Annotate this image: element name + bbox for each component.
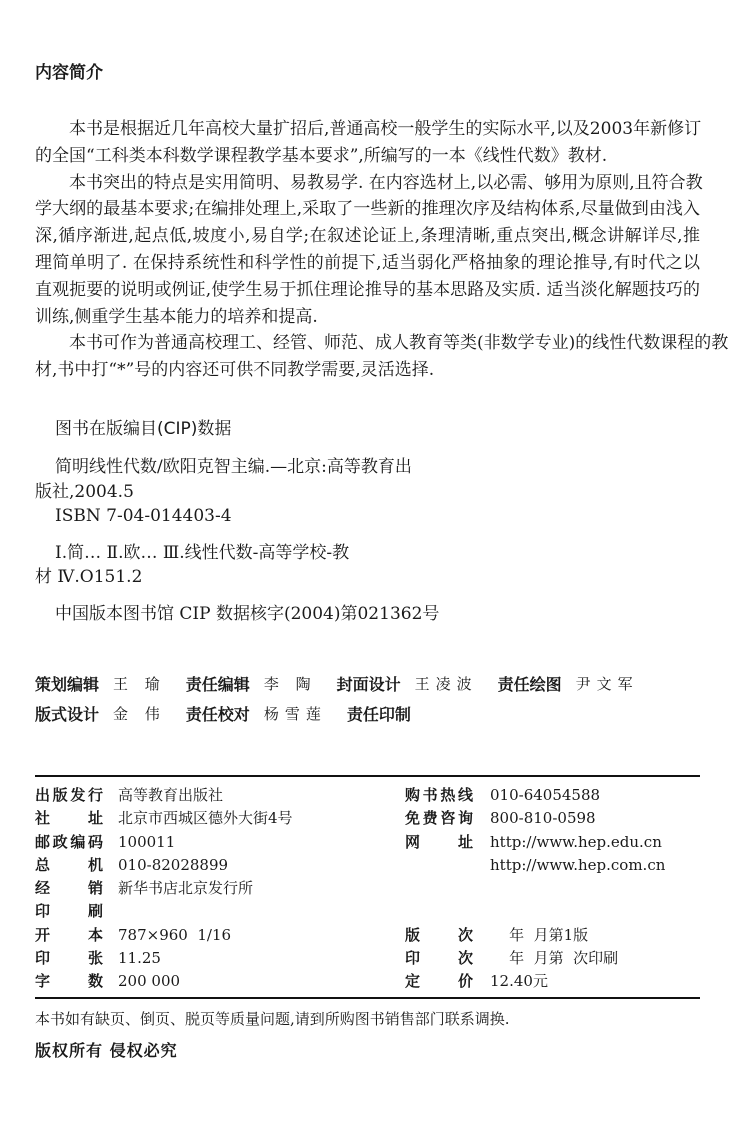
info-label: 免费咨询 (405, 809, 473, 828)
credit-name: 金 伟 (113, 704, 166, 723)
intro-title: 内容简介 (35, 63, 103, 83)
info-value: 高等教育出版社 (118, 786, 224, 804)
intro-line: 本书是根据近几年高校大量扩招后,普通高校一般学生的实际水平,以及2003年新修订 (69, 119, 702, 139)
intro-body (35, 116, 729, 384)
info-row (35, 807, 700, 830)
credit-role: 责任校对 (185, 704, 250, 724)
copyright-notice: 版权所有 侵权必究 (35, 1041, 178, 1060)
credit-name: 杨雪莲 (263, 704, 327, 723)
info-label: 版次 (405, 925, 473, 944)
intro-line: 本书可作为普通高校理工、经管、师范、成人教育等类(非数学专业)的线性代数课程的教 (69, 333, 729, 354)
info-value: 12.40元 (490, 972, 548, 991)
info-label: 印次 (405, 949, 473, 968)
info-value: 010-82028899 (118, 855, 229, 874)
credits (35, 668, 659, 728)
credit-role: 责任印制 (346, 704, 411, 724)
info-value: 787×960 1/16 (118, 925, 232, 944)
intro-line: 学大纲的最基本要求;在编排处理上,采取了一些新的推理次序及结构体系,尽量做到由浅入 (35, 199, 700, 220)
info-value: 年 月第 次印刷 (490, 949, 619, 968)
info-value: 010-64054588 (490, 786, 601, 804)
info-label: 印张 (35, 949, 103, 968)
info-row (35, 900, 700, 923)
info-value: 新华书店北京发行所 (118, 879, 254, 898)
info-label: 定价 (405, 972, 473, 991)
info-row (35, 947, 700, 970)
cip-subject-line: Ⅰ.简… Ⅱ.欧… Ⅲ.线性代数-高等学校-教 (55, 542, 350, 563)
credits-row (35, 668, 659, 698)
intro-line: 理简单明了. 在保持系统性和科学性的前提下,适当弱化严格抽象的理论推导,有时代之以 (35, 252, 700, 273)
table-bottom-rule (35, 997, 700, 999)
info-value: 800-810-0598 (490, 809, 596, 828)
info-label: 网址 (405, 832, 473, 851)
publication-info-table (35, 784, 700, 994)
info-label: 总机 (35, 855, 103, 874)
info-row (35, 854, 700, 877)
credit-name: 尹文军 (575, 674, 639, 693)
cip-block (35, 455, 505, 626)
cip-heading: 图书在版编目(CIP)数据 (55, 419, 232, 439)
info-label: 社址 (35, 809, 103, 828)
info-label: 开本 (35, 925, 103, 944)
cip-class-line: 材 Ⅳ.O151.2 (35, 567, 143, 587)
cip-record-number: 中国版本图书馆 CIP 数据核字(2004)第021362号 (55, 603, 440, 624)
info-label: 邮政编码 (35, 832, 103, 851)
info-value: 100011 (118, 832, 176, 851)
credit-name: 王凌波 (414, 674, 478, 693)
info-value: http://www.hep.edu.cn (490, 832, 662, 851)
credits-row (35, 698, 659, 728)
quality-note: 本书如有缺页、倒页、脱页等质量问题,请到所购图书销售部门联系调换. (35, 1010, 510, 1028)
info-value: http://www.hep.com.cn (490, 855, 666, 874)
intro-line: 本书突出的特点是实用简明、易教易学. 在内容选材上,以必需、够用为原则,且符合教 (69, 172, 703, 193)
cip-publisher-line: 版社,2004.5 (35, 481, 134, 502)
info-row (35, 924, 700, 947)
intro-line: 训练,侧重学生基本能力的培养和提高. (35, 306, 318, 327)
info-value: 北京市西城区德外大街4号 (118, 809, 293, 828)
info-row (35, 784, 700, 807)
info-label: 字数 (35, 972, 103, 991)
info-value: 年 月第1版 (490, 925, 589, 944)
intro-line: 深,循序渐进,起点低,坡度小,易自学;在叙述论证上,条理清晰,重点突出,概念讲解详尽,推 (35, 226, 700, 247)
info-row (35, 877, 700, 900)
info-label: 经销 (35, 879, 103, 898)
table-top-rule (35, 775, 700, 777)
credit-role: 封面设计 (336, 674, 401, 694)
info-value: 11.25 (118, 949, 161, 968)
credit-role: 版式设计 (35, 704, 100, 724)
intro-line: 直观扼要的说明或例证,使学生易于抓住理论推导的基本思路及实质. 适当淡化解题技巧的 (35, 279, 700, 300)
info-label: 购书热线 (405, 786, 473, 804)
credit-role: 策划编辑 (35, 674, 100, 694)
cip-title-line: 简明线性代数/欧阳克智主编.—北京:高等教育出 (55, 457, 412, 477)
credit-role: 责任编辑 (185, 674, 250, 694)
info-label: 出版发行 (35, 786, 103, 804)
info-row (35, 970, 700, 993)
credit-name: 王 瑜 (113, 674, 166, 693)
cip-isbn: ISBN 7-04-014403-4 (55, 506, 232, 526)
info-row (35, 831, 700, 854)
info-label: 印刷 (35, 902, 103, 921)
credit-name: 李 陶 (263, 674, 317, 693)
intro-line: 材,书中打“*”号的内容还可供不同教学需要,灵活选择. (35, 360, 435, 381)
info-value: 200 000 (118, 972, 181, 991)
credit-role: 责任绘图 (497, 674, 562, 694)
intro-line: 的全国“工科类本科数学课程教学基本要求”,所编写的一本《线性代数》教材. (35, 145, 608, 166)
